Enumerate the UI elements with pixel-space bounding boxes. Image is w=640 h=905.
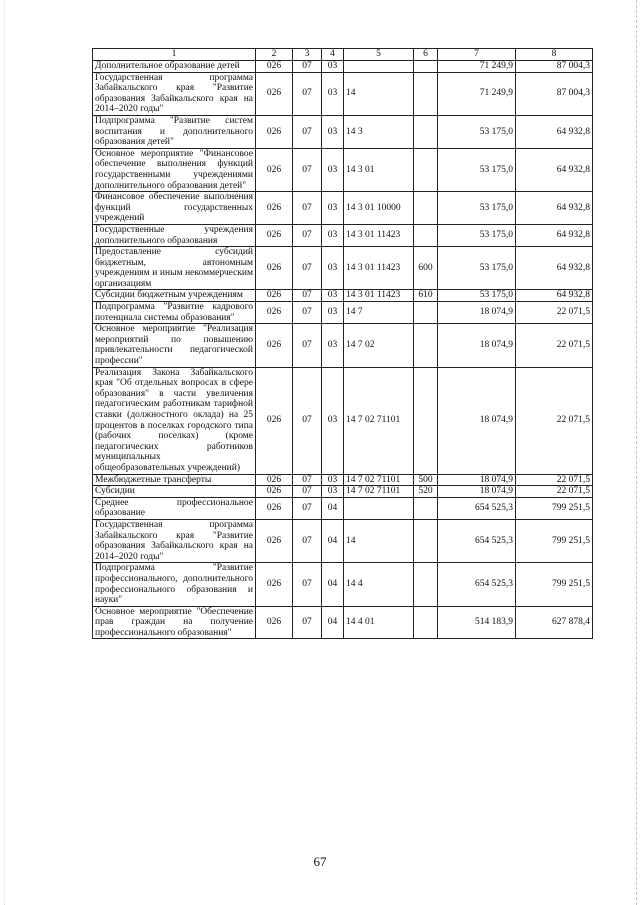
header-cell: 6 bbox=[414, 49, 438, 61]
section-cell: 07 bbox=[293, 192, 322, 225]
target-article-cell: 14 3 01 bbox=[344, 148, 414, 191]
code-cell: 026 bbox=[256, 497, 293, 519]
header-cell: 3 bbox=[293, 49, 322, 61]
section-cell: 07 bbox=[293, 519, 322, 562]
amount-cell: 18 074,9 bbox=[438, 367, 516, 474]
row-name-cell: Субсидии bbox=[93, 486, 256, 498]
expense-type-cell: 610 bbox=[414, 290, 438, 302]
row-name-cell: Дополнительное образование детей bbox=[93, 61, 256, 73]
table-row bbox=[93, 290, 593, 302]
amount-cell: 799 251,5 bbox=[516, 519, 593, 562]
section-cell: 07 bbox=[293, 367, 322, 474]
section-cell: 07 bbox=[293, 290, 322, 302]
target-article-cell: 14 3 01 11423 bbox=[344, 224, 414, 246]
subsection-cell: 04 bbox=[322, 563, 344, 606]
table-row bbox=[93, 324, 593, 367]
table-row bbox=[93, 224, 593, 246]
table-row bbox=[93, 192, 593, 225]
amount-cell: 18 074,9 bbox=[438, 324, 516, 367]
table-row bbox=[93, 474, 593, 486]
row-name-cell: Государственные учреждения дополнительного образования bbox=[93, 224, 256, 246]
amount-cell: 53 175,0 bbox=[438, 115, 516, 148]
subsection-cell: 03 bbox=[322, 367, 344, 474]
amount-cell: 53 175,0 bbox=[438, 290, 516, 302]
expense-type-cell bbox=[414, 497, 438, 519]
expense-type-cell bbox=[414, 367, 438, 474]
table-row bbox=[93, 115, 593, 148]
expense-type-cell bbox=[414, 224, 438, 246]
target-article-cell: 14 3 01 10000 bbox=[344, 192, 414, 225]
subsection-cell: 03 bbox=[322, 115, 344, 148]
code-cell: 026 bbox=[256, 192, 293, 225]
amount-cell: 627 878,4 bbox=[516, 606, 593, 639]
scan-edge-left bbox=[4, 0, 5, 905]
amount-cell: 514 183,9 bbox=[438, 606, 516, 639]
subsection-cell: 03 bbox=[322, 486, 344, 498]
section-cell: 07 bbox=[293, 606, 322, 639]
amount-cell: 22 071,5 bbox=[516, 367, 593, 474]
section-cell: 07 bbox=[293, 72, 322, 115]
target-article-cell: 14 7 02 71101 bbox=[344, 486, 414, 498]
row-name-cell: Подпрограмма "Развитие систем воспитания и дополнительного образования детей" bbox=[93, 115, 256, 148]
expense-type-cell bbox=[414, 115, 438, 148]
amount-cell: 64 932,8 bbox=[516, 192, 593, 225]
target-article-cell: 14 4 01 bbox=[344, 606, 414, 639]
target-article-cell: 14 3 01 11423 bbox=[344, 290, 414, 302]
subsection-cell: 03 bbox=[322, 324, 344, 367]
header-cell: 8 bbox=[516, 49, 593, 61]
subsection-cell: 04 bbox=[322, 519, 344, 562]
row-name-cell: Государственная программа Забайкальского края "Развитие образования Забайкальского края на 2014–2020 годы" bbox=[93, 72, 256, 115]
section-cell: 07 bbox=[293, 302, 322, 324]
expense-type-cell bbox=[414, 61, 438, 73]
subsection-cell: 03 bbox=[322, 302, 344, 324]
code-cell: 026 bbox=[256, 324, 293, 367]
amount-cell: 799 251,5 bbox=[516, 497, 593, 519]
table-row bbox=[93, 497, 593, 519]
row-name-cell: Межбюджетные трансферты bbox=[93, 474, 256, 486]
table-row bbox=[93, 367, 593, 474]
row-name-cell: Подпрограмма "Развитие профессионального, дополнительного профессионального образования и науки" bbox=[93, 563, 256, 606]
amount-cell: 64 932,8 bbox=[516, 115, 593, 148]
amount-cell: 18 074,9 bbox=[438, 474, 516, 486]
expense-type-cell bbox=[414, 302, 438, 324]
subsection-cell: 04 bbox=[322, 497, 344, 519]
target-article-cell: 14 bbox=[344, 72, 414, 115]
expense-type-cell bbox=[414, 324, 438, 367]
header-cell: 5 bbox=[344, 49, 414, 61]
amount-cell: 22 071,5 bbox=[516, 474, 593, 486]
target-article-cell: 14 7 02 71101 bbox=[344, 367, 414, 474]
code-cell: 026 bbox=[256, 486, 293, 498]
expense-type-cell: 520 bbox=[414, 486, 438, 498]
amount-cell: 654 525,3 bbox=[438, 519, 516, 562]
target-article-cell: 14 3 01 11423 bbox=[344, 247, 414, 290]
subsection-cell: 04 bbox=[322, 606, 344, 639]
amount-cell: 64 932,8 bbox=[516, 224, 593, 246]
target-article-cell: 14 4 bbox=[344, 563, 414, 606]
amount-cell: 18 074,9 bbox=[438, 486, 516, 498]
code-cell: 026 bbox=[256, 606, 293, 639]
code-cell: 026 bbox=[256, 302, 293, 324]
table-row bbox=[93, 486, 593, 498]
section-cell: 07 bbox=[293, 563, 322, 606]
amount-cell: 53 175,0 bbox=[438, 224, 516, 246]
row-name-cell: Реализация Закона Забайкальского края "Об отдельных вопросах в сфере образования" в части увеличения педагогическим работникам тарифной ставки (должностного оклада) на 25 процентов в поселках городского типа (рабочих поселках) (кроме педагогических работников муниципальных общеобразовательных учреждений) bbox=[93, 367, 256, 474]
amount-cell: 53 175,0 bbox=[438, 148, 516, 191]
target-article-cell bbox=[344, 497, 414, 519]
amount-cell: 87 004,3 bbox=[516, 61, 593, 73]
subsection-cell: 03 bbox=[322, 192, 344, 225]
amount-cell: 71 249,9 bbox=[438, 72, 516, 115]
subsection-cell: 03 bbox=[322, 61, 344, 73]
subsection-cell: 03 bbox=[322, 72, 344, 115]
table-row bbox=[93, 302, 593, 324]
amount-cell: 22 071,5 bbox=[516, 324, 593, 367]
page-number: 67 bbox=[313, 854, 327, 869]
target-article-cell: 14 7 bbox=[344, 302, 414, 324]
subsection-cell: 03 bbox=[322, 474, 344, 486]
expense-type-cell bbox=[414, 72, 438, 115]
section-cell: 07 bbox=[293, 474, 322, 486]
section-cell: 07 bbox=[293, 115, 322, 148]
scan-edge-right bbox=[636, 0, 637, 905]
expense-type-cell bbox=[414, 563, 438, 606]
row-name-cell: Субсидии бюджетным учреждениям bbox=[93, 290, 256, 302]
code-cell: 026 bbox=[256, 72, 293, 115]
row-name-cell: Основное мероприятие "Обеспечение прав граждан на получение профессионального образования" bbox=[93, 606, 256, 639]
table-row bbox=[93, 519, 593, 562]
table-row bbox=[93, 61, 593, 73]
row-name-cell: Предоставление субсидий бюджетным, автономным учреждениям и иным некоммерческим организациям bbox=[93, 247, 256, 290]
table-row bbox=[93, 606, 593, 639]
row-name-cell: Основное мероприятие "Финансовое обеспечение выполнения функций государственными учреждениями дополнительного образования детей" bbox=[93, 148, 256, 191]
row-name-cell: Основное мероприятие "Реализация мероприятий по повышению привлекательности педагогической профессии" bbox=[93, 324, 256, 367]
section-cell: 07 bbox=[293, 61, 322, 73]
table-row bbox=[93, 72, 593, 115]
amount-cell: 64 932,8 bbox=[516, 247, 593, 290]
code-cell: 026 bbox=[256, 224, 293, 246]
row-name-cell: Государственная программа Забайкальского края "Развитие образования Забайкальского края на 2014–2020 годы" bbox=[93, 519, 256, 562]
amount-cell: 64 932,8 bbox=[516, 148, 593, 191]
code-cell: 026 bbox=[256, 519, 293, 562]
amount-cell: 22 071,5 bbox=[516, 302, 593, 324]
target-article-cell bbox=[344, 61, 414, 73]
code-cell: 026 bbox=[256, 61, 293, 73]
table-body bbox=[93, 61, 593, 639]
header-cell: 4 bbox=[322, 49, 344, 61]
code-cell: 026 bbox=[256, 115, 293, 148]
amount-cell: 18 074,9 bbox=[438, 302, 516, 324]
row-name-cell: Финансовое обеспечение выполнения функций государственных учреждений bbox=[93, 192, 256, 225]
expense-type-cell bbox=[414, 606, 438, 639]
target-article-cell: 14 3 bbox=[344, 115, 414, 148]
amount-cell: 654 525,3 bbox=[438, 563, 516, 606]
amount-cell: 53 175,0 bbox=[438, 247, 516, 290]
section-cell: 07 bbox=[293, 486, 322, 498]
expense-type-cell: 500 bbox=[414, 474, 438, 486]
code-cell: 026 bbox=[256, 148, 293, 191]
code-cell: 026 bbox=[256, 474, 293, 486]
table-row bbox=[93, 148, 593, 191]
expense-type-cell bbox=[414, 192, 438, 225]
amount-cell: 53 175,0 bbox=[438, 192, 516, 225]
target-article-cell: 14 bbox=[344, 519, 414, 562]
amount-cell: 799 251,5 bbox=[516, 563, 593, 606]
subsection-cell: 03 bbox=[322, 290, 344, 302]
expense-type-cell: 600 bbox=[414, 247, 438, 290]
amount-cell: 22 071,5 bbox=[516, 486, 593, 498]
amount-cell: 64 932,8 bbox=[516, 290, 593, 302]
table-row bbox=[93, 247, 593, 290]
code-cell: 026 bbox=[256, 563, 293, 606]
section-cell: 07 bbox=[293, 148, 322, 191]
amount-cell: 654 525,3 bbox=[438, 497, 516, 519]
section-cell: 07 bbox=[293, 224, 322, 246]
row-name-cell: Подпрограмма "Развитие кадрового потенциала системы образования" bbox=[93, 302, 256, 324]
section-cell: 07 bbox=[293, 247, 322, 290]
code-cell: 026 bbox=[256, 290, 293, 302]
subsection-cell: 03 bbox=[322, 224, 344, 246]
subsection-cell: 03 bbox=[322, 247, 344, 290]
header-cell: 2 bbox=[256, 49, 293, 61]
amount-cell: 71 249,9 bbox=[438, 61, 516, 73]
target-article-cell: 14 7 02 71101 bbox=[344, 474, 414, 486]
section-cell: 07 bbox=[293, 324, 322, 367]
code-cell: 026 bbox=[256, 367, 293, 474]
subsection-cell: 03 bbox=[322, 148, 344, 191]
expense-type-cell bbox=[414, 148, 438, 191]
header-cell: 1 bbox=[93, 49, 256, 61]
header-cell: 7 bbox=[438, 49, 516, 61]
expense-type-cell bbox=[414, 519, 438, 562]
header-row bbox=[93, 49, 593, 61]
budget-table bbox=[92, 48, 593, 639]
code-cell: 026 bbox=[256, 247, 293, 290]
table-row bbox=[93, 563, 593, 606]
target-article-cell: 14 7 02 bbox=[344, 324, 414, 367]
row-name-cell: Среднее профессиональное образование bbox=[93, 497, 256, 519]
amount-cell: 87 004,3 bbox=[516, 72, 593, 115]
section-cell: 07 bbox=[293, 497, 322, 519]
